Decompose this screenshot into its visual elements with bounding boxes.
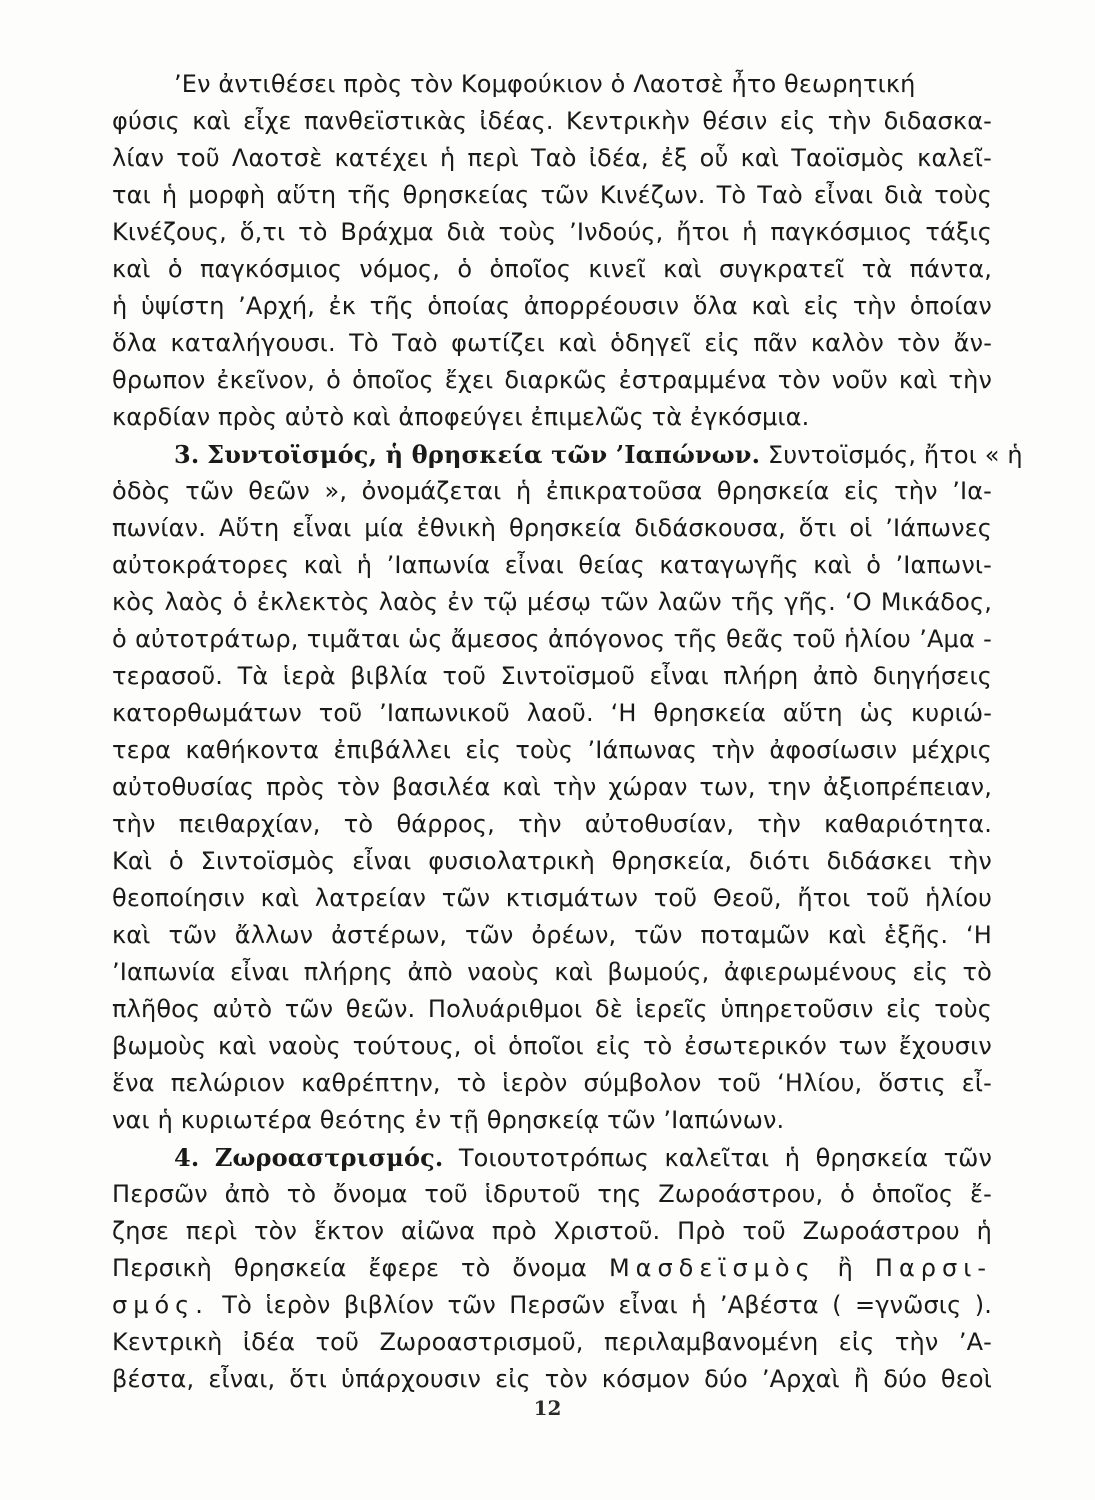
text-line: ’Εν ἀντιθέσει πρὸς τὸν Κομφούκιον ὁ Λαοτσὲ ἦτο θεωρητική: [174, 70, 916, 98]
text-line: καὶ τῶν ἄλλων ἀστέρων, τῶν ὀρέων, τῶν ποταμῶν καὶ ἑξῆς. ‘Η: [112, 921, 992, 949]
text-line: ναι ἡ κυριωτέρα θεότης ἐν τῇ θρησκείᾳ τῶν ’Ιαπώνων.: [112, 1106, 785, 1134]
text-line: Κεντρικὴ ἰδέα τοῦ Ζωροαστρισμοῦ, περιλαμβανομένη εἰς τὴν ’Α-: [112, 1328, 992, 1356]
text-line: λίαν τοῦ Λαοτσὲ κατέχει ἡ περὶ Ταὸ ἰδέα, ἐξ οὗ καὶ Ταοϊσμὸς καλεῖ-: [112, 144, 992, 172]
text-line: ἡ ὑψίστη ’Αρχή, ἐκ τῆς ὁποίας ἀπορρέουσιν ὅλα καὶ εἰς τὴν ὁποίαν: [112, 292, 992, 320]
text-line: τὴν πειθαρχίαν, τὸ θάρρος, τὴν αὐτοθυσίαν, τὴν καθαριότητα.: [112, 810, 992, 838]
text-run: Τοιουτοτρόπως καλεῖται ἡ θρησκεία τῶν: [458, 1144, 993, 1172]
text-line: Κινέζους, ὅ,τι τὸ Βράχμα διὰ τοὺς ’Ινδούς, ἤτοι ἡ παγκόσμιος τάξις: [112, 218, 992, 246]
text-line: πωνίαν. Αὕτη εἶναι μία ἐθνικὴ θρησκεία διδάσκουσα, ὅτι οἱ ’Ιάπωνες: [112, 514, 992, 542]
text-line: ὅλα καταλήγουσι. Τὸ Ταὸ φωτίζει καὶ ὁδηγεῖ εἰς πᾶν καλὸν τὸν ἄν-: [112, 329, 992, 357]
text-run: Περσικὴ θρησκεία ἔφερε τὸ ὄνομα: [112, 1254, 588, 1282]
section-3-heading-line: [112, 436, 1023, 473]
text-line: ὁ αὐτοτράτωρ, τιμᾶται ὡς ἄμεσος ἀπόγονος τῆς θεᾶς τοῦ ἡλίου ’Αμα -: [112, 625, 992, 653]
text-line: κὸς λαὸς ὁ ἐκλεκτὸς λαὸς ἐν τῷ μέσῳ τῶν λαῶν τῆς γῆς. ‘Ο Μικάδος,: [112, 588, 992, 616]
text-line: καρδίαν πρὸς αὐτὸ καὶ ἀποφεύγει ἐπιμελῶς τὰ ἐγκόσμια.: [112, 403, 810, 431]
text-line: ’Ιαπωνία εἶναι πλήρης ἀπὸ ναοὺς καὶ βωμούς, ἀφιερωμένους εἰς τὸ: [112, 958, 992, 986]
text-run: Συντοϊσμός, ἤτοι « ἡ: [767, 441, 1023, 469]
text-line: ζησε περὶ τὸν ἕκτον αἰῶνα πρὸ Χριστοῦ. Πρὸ τοῦ Ζωροάστρου ἡ: [112, 1217, 992, 1245]
page-number: 12: [533, 1396, 562, 1420]
text-line: αὐτοκράτορες καὶ ἡ ’Ιαπωνία εἶναι θείας καταγωγῆς καὶ ὁ ’Ιαπωνι-: [112, 551, 992, 579]
section-number: 4.: [174, 1143, 200, 1172]
page-text: [112, 66, 1023, 1398]
text-line: τερα καθήκοντα ἐπιβάλλει εἰς τοὺς ’Ιάπωνας τὴν ἀφοσίωσιν μέχρις: [112, 736, 992, 764]
section-heading: Συντοϊσμός, ἡ θρησκεία τῶν ’Ιαπώνων.: [207, 440, 761, 469]
section-number: 3.: [174, 440, 200, 469]
section-4-heading-line: [112, 1139, 992, 1176]
text-line-with-spaced-names: [112, 1250, 992, 1287]
text-line: φύσις καὶ εἶχε πανθεϊστικὰς ἰδέας. Κεντρικὴν θέσιν εἰς τὴν διδασκα-: [112, 107, 992, 135]
text-line-with-spaced-name: [112, 1287, 992, 1324]
spaced-name-parsism-end: σμός.: [112, 1291, 209, 1319]
text-line: ται ἡ μορφὴ αὕτη τῆς θρησκείας τῶν Κινέζων. Τὸ Ταὸ εἶναι διὰ τοὺς: [112, 181, 992, 209]
section-heading: Ζωροαστρισμός.: [214, 1143, 444, 1172]
text-line: θρωπον ἐκεῖνον, ὁ ὁποῖος ἔχει διαρκῶς ἐστραμμένα τὸν νοῦν καὶ τὴν: [112, 366, 992, 394]
text-line: πλῆθος αὐτὸ τῶν θεῶν. Πολυάριθμοι δὲ ἱερεῖς ὑπηρετοῦσιν εἰς τοὺς: [112, 995, 992, 1023]
text-line: ἕνα πελώριον καθρέπτην, τὸ ἱερὸν σύμβολον τοῦ ‘Ηλίου, ὅστις εἶ-: [112, 1069, 992, 1097]
text-run: Τὸ ἱερὸν βιβλίον τῶν Περσῶν εἶναι ἡ ’Αβέστα ( =γνῶσις ).: [222, 1291, 992, 1319]
text-run: ἢ: [837, 1254, 853, 1282]
spaced-name-parsism: Παρσι-: [874, 1254, 993, 1282]
text-line: τερασοῦ. Τὰ ἱερὰ βιβλία τοῦ Σιντοϊσμοῦ εἶναι πλήρη ἀπὸ διηγήσεις: [112, 662, 992, 690]
text-line: Περσῶν ἀπὸ τὸ ὄνομα τοῦ ἱδρυτοῦ της Ζωροάστρου, ὁ ὁποῖος ἔ-: [112, 1180, 992, 1208]
text-line: Καὶ ὁ Σιντοϊσμὸς εἶναι φυσιολατρικὴ θρησκεία, διότι διδάσκει τὴν: [112, 847, 992, 875]
text-line: βέστα, εἶναι, ὅτι ὑπάρχουσιν εἰς τὸν κόσμον δύο ’Αρχαὶ ἢ δύο θεοὶ: [112, 1365, 992, 1393]
text-line: καὶ ὁ παγκόσμιος νόμος, ὁ ὁποῖος κινεῖ καὶ συγκρατεῖ τὰ πάντα,: [112, 255, 992, 283]
text-line: βωμοὺς καὶ ναοὺς τούτους, οἱ ὁποῖοι εἰς τὸ ἐσωτερικόν των ἔχουσιν: [112, 1032, 992, 1060]
text-line: κατορθωμάτων τοῦ ’Ιαπωνικοῦ λαοῦ. ‘Η θρησκεία αὕτη ὡς κυριώ-: [112, 699, 992, 727]
text-line: θεοποίησιν καὶ λατρείαν τῶν κτισμάτων τοῦ Θεοῦ, ἤτοι τοῦ ἡλίου: [112, 884, 992, 912]
spaced-name-masdeism: Μασδεϊσμὸς: [608, 1254, 816, 1282]
text-line: αὐτοθυσίας πρὸς τὸν βασιλέα καὶ τὴν χώραν των, την ἀξιοπρέπειαν,: [112, 773, 992, 801]
text-line: ὁδὸς τῶν θεῶν », ὀνομάζεται ἡ ἐπικρατοῦσα θρησκεία εἰς τὴν ’Ια-: [112, 477, 992, 505]
